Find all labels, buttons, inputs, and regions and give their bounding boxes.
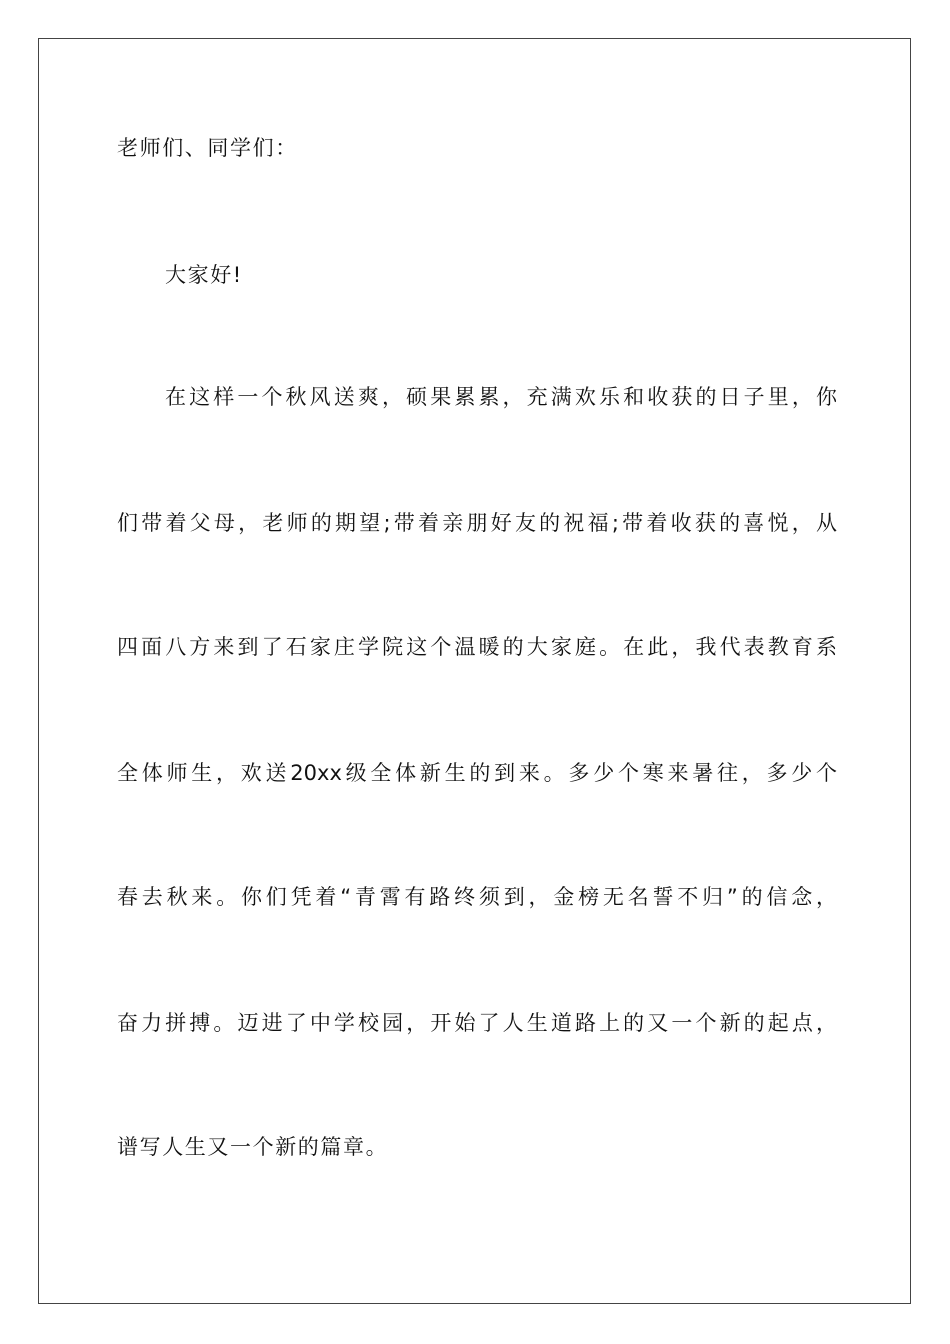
paragraph-line-1: 在这样一个秋风送爽，硕果累累，充满欢乐和收获的日子里，你 bbox=[165, 385, 837, 409]
paragraph-line-3: 四面八方来到了石家庄学院这个温暖的大家庭。在此，我代表教育系 bbox=[117, 635, 837, 659]
paragraph-line-5: 春去秋来。你们凭着“青霄有路终须到，金榜无名誓不归”的信念， bbox=[117, 885, 837, 909]
paragraph-line-6: 奋力拼搏。迈进了中学校园，开始了人生道路上的又一个新的起点， bbox=[117, 1011, 837, 1035]
page-border bbox=[38, 38, 911, 1304]
paragraph-line-2: 们带着父母，老师的期望;带着亲朋好友的祝福;带着收获的喜悦，从 bbox=[117, 511, 837, 535]
paragraph-line-4: 全体师生，欢送20xx级全体新生的到来。多少个寒来暑往，多少个 bbox=[117, 761, 837, 785]
greeting-line: 大家好! bbox=[165, 263, 243, 287]
paragraph-line-7: 谱写人生又一个新的篇章。 bbox=[117, 1135, 389, 1159]
salutation-line: 老师们、同学们： bbox=[117, 136, 298, 160]
